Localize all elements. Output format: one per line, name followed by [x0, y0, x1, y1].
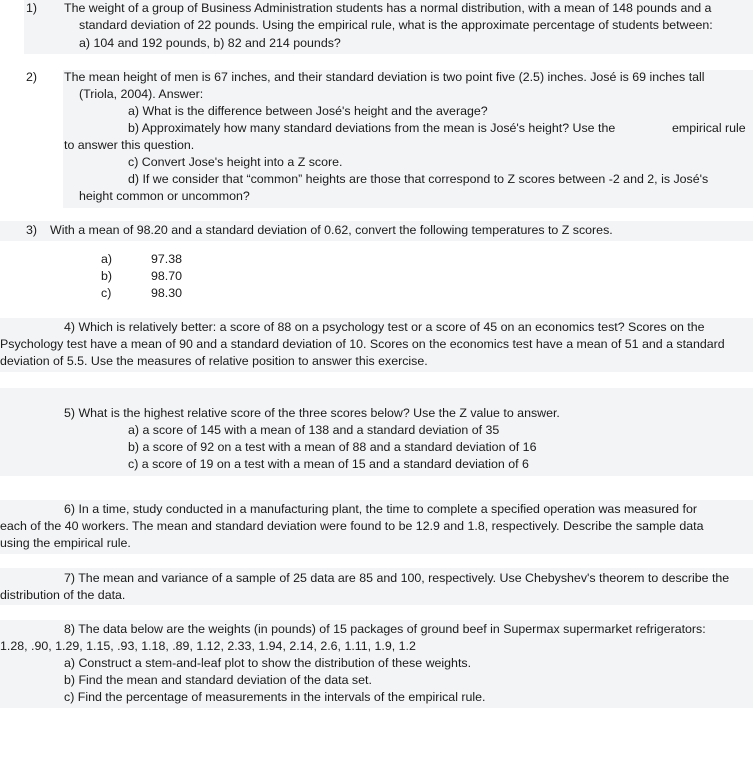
- q3-item-value: 98.70: [151, 269, 183, 283]
- q3-number: 3): [26, 223, 38, 237]
- q1-line: a) 104 and 192 pounds, b) 82 and 214 pounds?: [79, 36, 341, 50]
- q2-item-c: c) Convert Jose's height into a Z score.: [128, 155, 343, 169]
- q2-number: 2): [26, 70, 38, 84]
- q8-item: c) Find the percentage of measurements in the intervals of the empirical rule.: [64, 690, 486, 704]
- q6-line: 6) In a time, study conducted in a manufacturing plant, the time to complete a specified operation was measured for: [64, 502, 697, 516]
- q2-item-a: a) What is the difference between José's height and the average?: [128, 104, 488, 118]
- q7-line: 7) The mean and variance of a sample of 25 data are 85 and 100, respectively. Use Chebyshev's theorem to describe the: [64, 571, 730, 585]
- q2-line: (Triola, 2004). Answer:: [79, 87, 204, 101]
- q2-item-b-tail: empirical rule: [672, 121, 746, 135]
- q3-item-value: 97.38: [151, 252, 183, 266]
- q8-item: a) Construct a stem-and-leaf plot to show the distribution of these weights.: [64, 656, 472, 670]
- q3-item-value: 98.30: [151, 286, 183, 300]
- q8-data: 1.28, .90, 1.29, 1.15, .93, 1.18, .89, 1.12, 2.33, 1.94, 2.14, 2.6, 1.11, 1.9, 1.2: [0, 639, 416, 653]
- q5-item: a) a score of 145 with a mean of 138 and a standard deviation of 35: [128, 423, 500, 437]
- q7-line: distribution of the data.: [0, 588, 126, 602]
- q2-line: The mean height of men is 67 inches, and their standard deviation is two point five (2.5) inches. José is 69 inches tall: [64, 70, 705, 84]
- q3-item-label: a): [101, 252, 113, 266]
- q5-item: c) a score of 19 on a test with a mean of 15 and a standard deviation of 6: [128, 457, 529, 471]
- q4-line: Psychology test have a mean of 90 and a standard deviation of 10. Scores on the economics test have a mean of 51 and a standard: [0, 337, 725, 351]
- q8-line: 8) The data below are the weights (in pounds) of 15 packages of ground beef in Supermax supermarket refrigerators:: [64, 622, 706, 636]
- q2-item-d: d) If we consider that “common” heights are those that correspond to Z scores between -2 and 2, is José's: [128, 172, 709, 186]
- q1-line: The weight of a group of Business Administration students has a normal distribution, with a mean of 148 pounds and a: [64, 1, 712, 15]
- q1-number: 1): [26, 1, 38, 15]
- q8-item: b) Find the mean and standard deviation of the data set.: [64, 673, 372, 687]
- q6-line: each of the 40 workers. The mean and standard deviation were found to be 12.9 and 1.8, respectively. Describe the sample data: [0, 519, 704, 533]
- q4-line: 4) Which is relatively better: a score of 88 on a psychology test or a score of 45 on an economics test? Scores on the: [64, 320, 705, 334]
- q5-item: b) a score of 92 on a test with a mean of 88 and a standard deviation of 16: [128, 440, 537, 454]
- q2-item-b-continuation: to answer this question.: [64, 138, 195, 152]
- q3-item-label: b): [101, 269, 113, 283]
- q2-item-b: b) Approximately how many standard deviations from the mean is José's height? Use the: [128, 121, 616, 135]
- q3-text: With a mean of 98.20 and a standard deviation of 0.62, convert the following temperatures to Z scores.: [50, 223, 613, 237]
- q3-item-label: c): [101, 286, 112, 300]
- q2-item-d-continuation: height common or uncommon?: [79, 189, 250, 203]
- q1-line: standard deviation of 22 pounds. Using the empirical rule, what is the approximate percentage of students between:: [79, 18, 713, 32]
- q5-intro: 5) What is the highest relative score of the three scores below? Use the Z value to answer.: [64, 406, 560, 420]
- q4-line: deviation of 5.5. Use the measures of relative position to answer this exercise.: [0, 354, 428, 368]
- q6-line: using the empirical rule.: [0, 536, 131, 550]
